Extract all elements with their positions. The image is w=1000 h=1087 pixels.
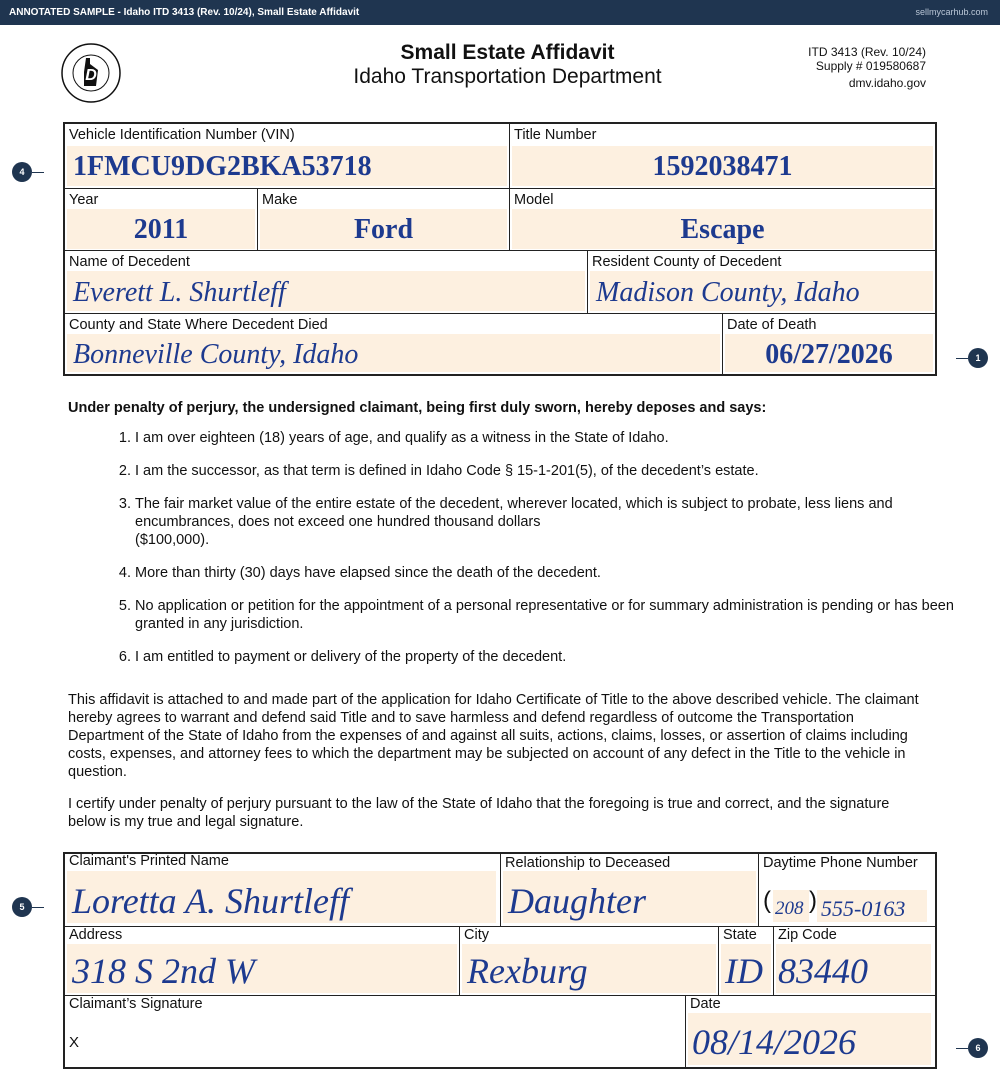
address-cell xyxy=(65,927,459,995)
decedent-name-cell xyxy=(65,251,587,313)
top-banner xyxy=(0,0,1000,25)
form-subtitle: Idaho Transportation Department xyxy=(353,65,662,88)
zip-cell xyxy=(774,927,935,995)
make-value[interactable]: Ford xyxy=(353,214,414,245)
form-info xyxy=(808,45,926,90)
title-number-cell xyxy=(510,124,935,188)
state-label: State xyxy=(723,927,757,943)
death-county-label: County and State Where Decedent Died xyxy=(69,317,328,333)
claimant-name-value[interactable]: Loretta A. Shurtleff xyxy=(72,881,350,921)
state-value[interactable]: ID xyxy=(725,951,763,991)
signature-cell[interactable] xyxy=(65,996,685,1067)
claimant-info-box xyxy=(63,852,937,1069)
supply-number: Supply # 019580687 xyxy=(815,59,926,73)
make-cell xyxy=(258,189,509,250)
statement-item: 5. No application or petition for the appointment of a personal representative or for summary administration is pending or has been granted in any jurisdiction. xyxy=(135,597,965,633)
banner-site-link[interactable]: sellmycarhub.com xyxy=(915,7,988,17)
vehicle-info-box xyxy=(63,122,937,376)
make-label: Make xyxy=(262,192,298,208)
statement-item: 1. I am over eighteen (18) years of age, and qualify as a witness in the State of Idaho. xyxy=(135,429,965,447)
statement-item: 4. More than thirty (30) days have elapsed since the death of the decedent. xyxy=(135,564,965,582)
agency-website: dmv.idaho.gov xyxy=(848,76,926,90)
signature-label: Claimant’s Signature xyxy=(69,996,203,1012)
indemnity-paragraph: This affidavit is attached to and made part of the application for Idaho Certificate of Title to the above described vehicle. The claimant hereby agrees to warrant and defend said Title and to save harmless and defend regardless of outcome the Transportation Department of the State of Idaho from the expenses of and against all suits, actions, claims, losses, or assertion of claims including costs, expenses, and attorney fees to which the department may be subjected on account of any defect in the Title to the vehicle in question. xyxy=(68,692,919,780)
certification-paragraph: I certify under penalty of perjury pursuant to the law of the State of Idaho that the foregoing is true and correct, and the signature below is my true and legal signature. xyxy=(68,796,890,830)
resident-county-value[interactable]: Madison County, Idaho xyxy=(596,277,860,308)
city-value[interactable]: Rexburg xyxy=(467,951,588,991)
model-cell xyxy=(510,189,935,250)
form-title: Small Estate Affidavit xyxy=(400,41,615,64)
year-cell xyxy=(65,189,257,250)
annotation-marker-4: 4 xyxy=(12,162,32,182)
date-of-death-cell xyxy=(723,314,935,374)
itd-seal-logo xyxy=(60,42,122,104)
resident-county-cell xyxy=(588,251,935,313)
phone-area-code[interactable]: 208 xyxy=(775,898,804,919)
vin-cell xyxy=(65,124,509,188)
statement-intro: Under penalty of perjury, the undersigned claimant, being first duly sworn, hereby deposes and says: xyxy=(68,400,767,416)
zip-label: Zip Code xyxy=(778,927,837,943)
death-county-cell xyxy=(65,314,722,374)
annotation-marker-1: 1 xyxy=(968,348,988,368)
death-county-value[interactable]: Bonneville County, Idaho xyxy=(73,339,359,370)
phone-label: Daytime Phone Number xyxy=(763,855,918,871)
statement-list xyxy=(95,429,965,681)
year-value[interactable]: 2011 xyxy=(133,214,189,245)
statement-item-3-amount: ($100,000). xyxy=(135,532,210,548)
signature-x-mark: X xyxy=(69,1034,80,1051)
address-value[interactable]: 318 S 2nd W xyxy=(72,951,255,991)
city-cell xyxy=(460,927,718,995)
claimant-name-label: Claimant's Printed Name xyxy=(69,853,229,869)
year-label: Year xyxy=(69,192,99,208)
annotation-marker-5: 5 xyxy=(12,897,32,917)
date-value[interactable]: 08/14/2026 xyxy=(692,1022,857,1062)
address-label: Address xyxy=(69,927,123,943)
relationship-cell xyxy=(501,854,758,926)
decedent-name-value[interactable]: Everett L. Shurtleff xyxy=(73,277,286,308)
statement-item xyxy=(135,495,965,549)
annotation-marker-6: 6 xyxy=(968,1038,988,1058)
claimant-name-cell xyxy=(65,854,500,926)
seal-letter: D xyxy=(85,67,97,84)
phone-cell xyxy=(759,854,935,926)
relationship-label: Relationship to Deceased xyxy=(505,855,671,871)
title-number-value[interactable]: 1592038471 xyxy=(652,151,793,182)
decedent-name-label: Name of Decedent xyxy=(69,254,190,270)
statement-item: 6. I am entitled to payment or delivery of the property of the decedent. xyxy=(135,648,965,666)
zip-value[interactable]: 83440 xyxy=(778,951,868,991)
phone-close-paren: ) xyxy=(809,887,817,914)
date-of-death-label: Date of Death xyxy=(727,317,817,333)
banner-title: ANNOTATED SAMPLE - Idaho ITD 3413 (Rev. 10/24), Small Estate Affidavit xyxy=(9,7,360,18)
model-label: Model xyxy=(514,192,554,208)
resident-county-label: Resident County of Decedent xyxy=(592,254,782,270)
city-label: City xyxy=(464,927,489,943)
relationship-value[interactable]: Daughter xyxy=(508,881,646,921)
date-of-death-value[interactable]: 06/27/2026 xyxy=(765,339,893,370)
vin-label: Vehicle Identification Number (VIN) xyxy=(69,127,295,143)
date-label: Date xyxy=(690,996,721,1012)
model-value[interactable]: Escape xyxy=(680,214,765,245)
form-number: ITD 3413 (Rev. 10/24) xyxy=(808,45,926,59)
statement-item: 2. I am the successor, as that term is defined in Idaho Code § 15-1-201(5), of the decedent’s estate. xyxy=(135,462,965,480)
phone-open-paren: ( xyxy=(763,887,771,914)
vin-value[interactable]: 1FMCU9DG2BKA53718 xyxy=(73,151,372,182)
statement-item-3-text: The fair market value of the entire estate of the decedent, wherever located, which is subject to probate, less liens and encumbrances, does not exceed one hundred thousand dollars xyxy=(135,496,893,530)
state-cell xyxy=(719,927,773,995)
date-cell xyxy=(686,996,935,1067)
title-number-label: Title Number xyxy=(514,127,597,143)
phone-number-value[interactable]: 555-0163 xyxy=(821,896,906,921)
